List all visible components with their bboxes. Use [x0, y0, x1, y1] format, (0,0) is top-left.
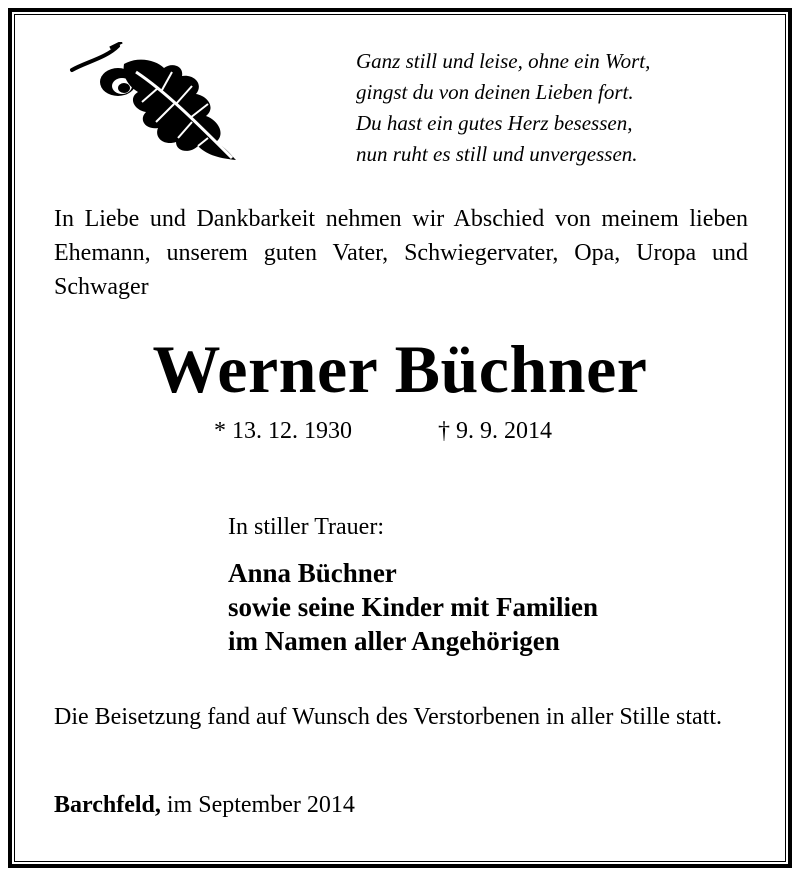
poem-line: Du hast ein gutes Herz besessen,: [356, 111, 633, 135]
poem-line: nun ruht es still und unvergessen.: [356, 142, 638, 166]
poem-line: Ganz still und leise, ohne ein Wort,: [356, 49, 651, 73]
intro-text: In Liebe und Dankbarkeit nehmen wir Abschied von meinem lieben Ehemann, unserem guten Vater, Schwiegervater, Opa, Uropa und Schwager: [54, 206, 748, 300]
mourners-list: [228, 556, 598, 658]
oak-leaf-acorn-icon: [66, 42, 242, 160]
date-text: im September 2014: [160, 792, 355, 818]
mourner-line: im Namen aller Angehörigen: [228, 626, 560, 656]
mourning-label: In stiller Trauer:: [228, 514, 384, 540]
mourner-line: sowie seine Kinder mit Familien: [228, 592, 598, 622]
place-date-line: [54, 788, 355, 822]
poem-line: gingst du von deinen Lieben fort.: [356, 80, 634, 104]
burial-note: Die Beisetzung fand auf Wunsch des Verstorbenen in aller Stille statt.: [54, 704, 722, 730]
death-date: † 9. 9. 2014: [438, 418, 552, 444]
mourner-line: Anna Büchner: [228, 558, 397, 588]
poem: [356, 46, 650, 170]
deceased-name: Werner Büchner: [152, 331, 648, 407]
birth-date: * 13. 12. 1930: [214, 418, 352, 444]
place-name: Barchfeld,: [54, 792, 161, 818]
